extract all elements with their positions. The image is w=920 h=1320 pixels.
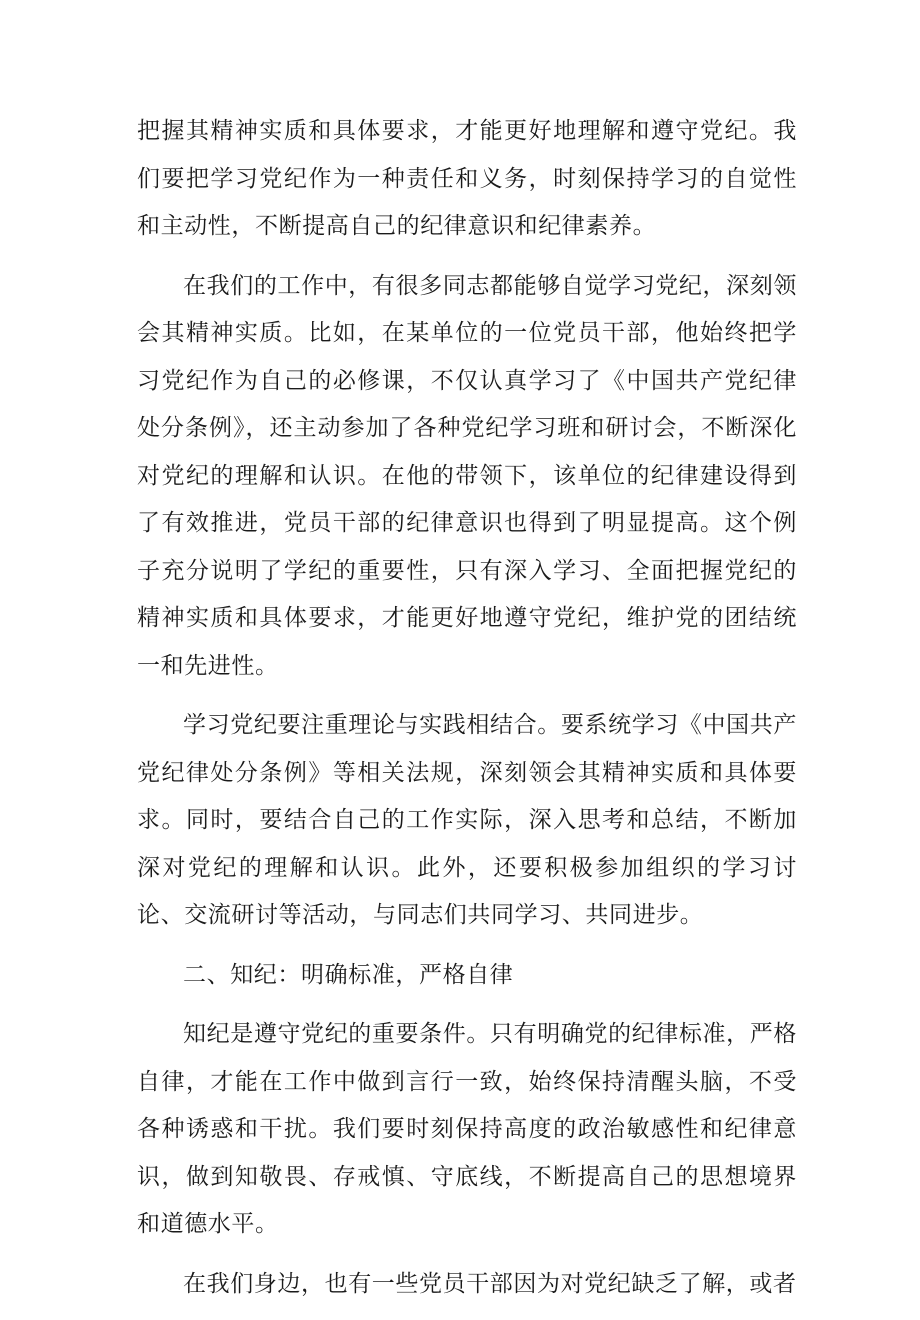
paragraph-know-discipline: 知纪是遵守党纪的重要条件。只有明确党的纪律标准，严格自律，才能在工作中做到言行一致，始终保持清醒头脑，不受各种诱惑和干扰。我们要时刻保持高度的政治敏感性和纪律意识，做到知敬畏、存戒慎、守底线，不断提高自己的思想境界和道德水平。 (137, 1021, 797, 1237)
paragraph-around-us: 在我们身边，也有一些党员干部因为对党纪缺乏了解，或者 (183, 1270, 797, 1297)
document-body (137, 108, 797, 1320)
section-heading: 二、知纪：明确标准，严格自律 (183, 961, 514, 988)
paragraph-continuation: 把握其精神实质和具体要求，才能更好地理解和遵守党纪。我们要把学习党纪作为一种责任和义务，时刻保持学习的自觉性和主动性，不断提高自己的纪律意识和纪律素养。 (137, 118, 797, 239)
paragraph-example: 在我们的工作中，有很多同志都能够自觉学习党纪，深刻领会其精神实质。比如，在某单位的一位党员干部，他始终把学习党纪作为自己的必修课，不仅认真学习了《中国共产党纪律处分条例》，还主动参加了各种党纪学习班和研讨会，不断深化对党纪的理解和认识。在他的带领下，该单位的纪律建设得到了有效推进，党员干部的纪律意识也得到了明显提高。这个例子充分说明了学纪的重要性，只有深入学习、全面把握党纪的精神实质和具体要求，才能更好地遵守党纪，维护党的团结统一和先进性。 (137, 272, 797, 679)
paragraph-theory-practice: 学习党纪要注重理论与实践相结合。要系统学习《中国共产党纪律处分条例》等相关法规，深刻领会其精神实质和具体要求。同时，要结合自己的工作实际，深入思考和总结，不断加深对党纪的理解和认识。此外，还要积极参加组织的学习讨论、交流研讨等活动，与同志们共同学习、共同进步。 (137, 712, 797, 928)
